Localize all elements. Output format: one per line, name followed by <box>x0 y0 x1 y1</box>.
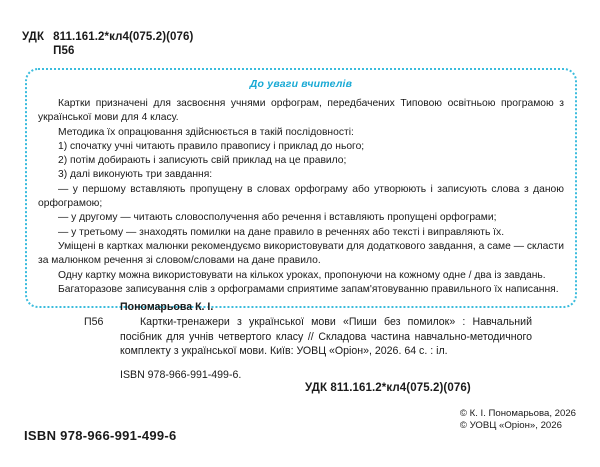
note-paragraph: Багаторазове записування слів з орфограмами сприятиме запам'ятовуванню правильного їх написання. <box>58 283 559 295</box>
note-paragraph: Уміщені в картках малюнки рекомендуємо використовувати для додаткового завдання, а саме — скласти за малюнком речення зі словом/словами на дане правило. <box>38 240 564 267</box>
copyright-author: © К. І. Пономарьова, 2026 <box>459 408 576 419</box>
note-dash-item: — у третьому — знаходять помилки на дане правило в реченнях або тексті і виправляють їх. <box>58 226 505 238</box>
biblio-shelf-mark: П56 <box>84 316 104 328</box>
udc-label: УДК <box>22 31 45 43</box>
udc-top-block <box>22 30 193 58</box>
udc-shelf-mark: П56 <box>53 45 75 57</box>
note-list-item: 3) далі виконують три завдання: <box>58 169 213 181</box>
udc-code-group <box>53 30 193 58</box>
teacher-note-box <box>25 68 577 308</box>
note-dash-item: — у першому вставляють пропущену в словах орфограму або утворюють і записують слова з даною орфограмою; <box>38 183 564 210</box>
note-list-item: 2) потім добирають і записують свій приклад на це правило; <box>58 155 347 167</box>
isbn-bottom: ISBN 978-966-991-499-6 <box>24 428 177 443</box>
udc-code: 811.161.2*кл4(075.2)(076) <box>53 31 194 43</box>
biblio-isbn: ISBN 978-966-991-499-6. <box>120 369 242 381</box>
udc-bottom-block: УДК 811.161.2*кл4(075.2)(076) <box>305 382 471 394</box>
note-paragraph: Методика їх опрацювання здійснюється в такій послідовності: <box>58 126 354 138</box>
note-dash-item: — у другому — читають словосполучення або речення і вставляють пропущені орфограми; <box>58 212 497 224</box>
copyright-publisher: © УОВЦ «Оріон», 2026 <box>459 420 562 432</box>
note-paragraph: Картки призначені для засвоєння учнями орфограм, передбачених Типовою освітньою програмою з української мови для 4 класу. <box>38 98 564 124</box>
biblio-body <box>84 315 532 359</box>
teacher-note-heading: До уваги вчителів <box>249 78 353 90</box>
note-list-item: 1) спочатку учні читають правило правопису і приклад до нього; <box>58 140 365 152</box>
biblio-author: Пономарьова К. І. <box>120 301 214 313</box>
copyright-block <box>460 408 576 433</box>
bibliographic-record <box>84 300 532 359</box>
note-paragraph: Одну картку можна використовувати на кількох уроках, пропонуючи на кожному одне / два із завдань. <box>58 269 546 281</box>
biblio-description: Картки-тренажери з української мови «Пиши без помилок» : Навчальний посібник для учнів четвертого класу // Складова частина навчально-методичного комплекту з української мови. Київ: УОВЦ «Оріон», 2026. 64 с. : іл. <box>120 316 532 358</box>
